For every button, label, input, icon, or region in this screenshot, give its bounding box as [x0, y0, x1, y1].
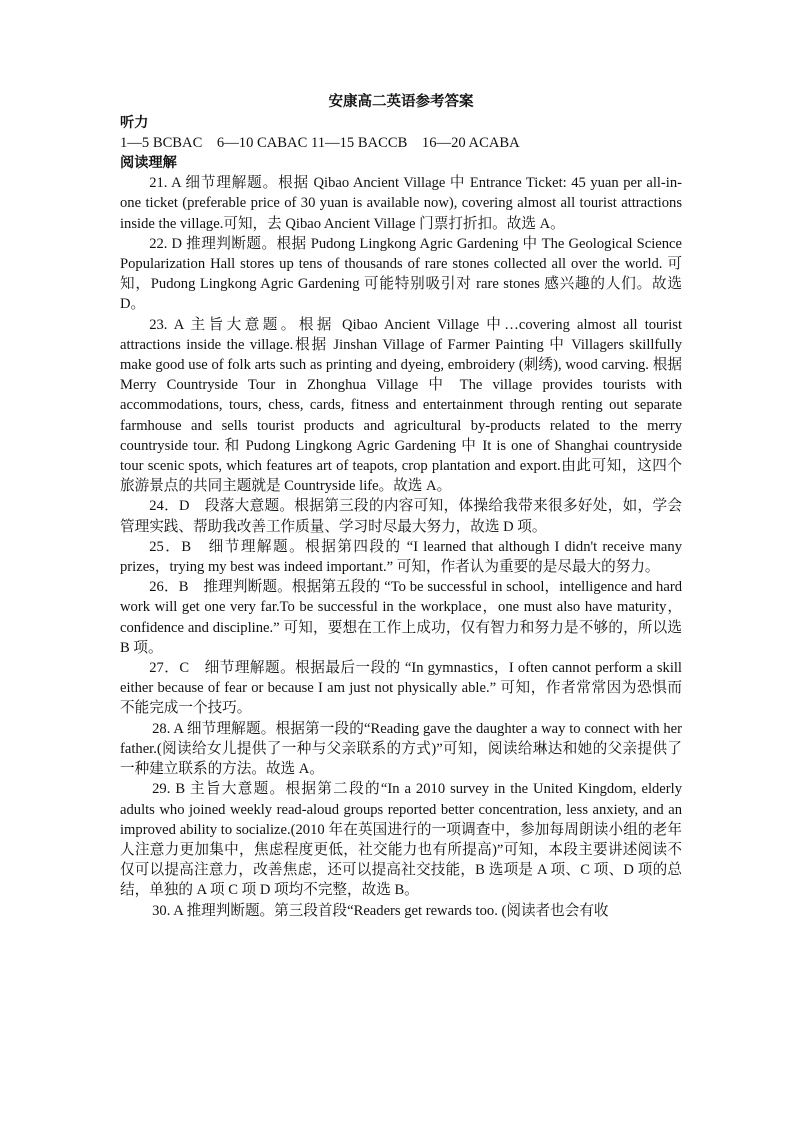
page-title: 安康高二英语参考答案 — [328, 94, 474, 110]
answer-paragraph-22: 22. D 推理判断题。根据 Pudong Lingkong Agric Gardening 中 The Geological Science Popularization Hall stores up tens of thousands of rare stones collected all over the world. 可知，Pudong Lingkong Agric Gardening 可能特别吸引对 rare stones 感兴趣的人们。故选 D。 — [120, 235, 682, 313]
answer-paragraph-23: 23. A 主旨大意题。根据 Qibao Ancient Village 中…covering almost all tourist attractions inside the village.根据 Jinshan Village of Farmer Painting 中 Villagers skillfully make good use of folk arts such as printing and dyeing, embroidery (刺绣), wood carving. 根据 Merry Countryside Tour in Zhonghua Village 中 The village provides tourists with accommodations, tours, chess, cards, fitness and entertainment through renting out separate farmhouse and sells tourist products and agricultural by-products related to the merry countryside tour. 和 Pudong Lingkong Agric Gardening 中 It is one of Shanghai countryside tour scenic spots, which features art of teapots, crop plantation and export.由此可知，这四个旅游景点的共同主题就是 Countryside life。故选 A。 — [120, 316, 682, 495]
answer-paragraph-28: 28. A 细节理解题。根据第一段的“Reading gave the daughter a way to connect with her father.(阅读给女儿提供了一种与父亲联系的方式)”可知，阅读给琳达和她的父亲提供了一种建立联系的方法。故选 A。 — [120, 720, 682, 778]
answer-paragraph-25: 25．B 细节理解题。根据第四段的 “I learned that although I didn't receive many prizes，trying my best was indeed important.” 可知，作者认为重要的是尽最大的努力。 — [120, 538, 682, 576]
answer-paragraph-30: 30. A 推理判断题。第三段首段“Readers get rewards too. (阅读者也会有收 — [152, 902, 609, 919]
answer-paragraph-24: 24．D 段落大意题。根据第三段的内容可知，体操给我带来很多好处，如，学会管理实践、帮助我改善工作质量、学习时尽最大努力，故选 D 项。 — [120, 498, 682, 535]
answer-paragraph-26: 26．B 推理判断题。根据第五段的 “To be successful in school，intelligence and hard work will get one very far.To be successful in the workplace，one must also have maturity，confidence and discipline.” 可知，要想在工作上成功，仅有智力和努力是不够的，所以选 B 项。 — [120, 579, 682, 656]
answer-paragraph-21: 21. A 细节理解题。根据 Qibao Ancient Village 中 Entrance Ticket: 45 yuan per all-in-one ticket (preferable price of 30 yuan is available now), covering almost all tourist attractions inside the village.可知，去 Qibao Ancient Village 门票打折扣。故选 A。 — [120, 175, 682, 232]
reading-heading: 阅读理解 — [120, 155, 177, 172]
answer-paragraph-29: 29. B 主旨大意题。根据第二段的“In a 2010 survey in the United Kingdom, elderly adults who joined weekly read-aloud groups reported better concentration, less anxiety, and an improved ability to socialize.(2010 年在英国进行的一项调查中，参加每周朗读小组的老年人注意力更加集中，焦虑程度更低，社交能力也有所提高)”可知，本段主要讲述阅读不仅可以提高注意力，改善焦虑，还可以提高社交技能，B 选项是 A 项、C 项、D 项的总结，单独的 A 项 C 项 D 项均不完整，故选 B。 — [120, 781, 682, 899]
answer-paragraph-27: 27．C 细节理解题。根据最后一段的 “In gymnastics，I often cannot perform a skill either because of fear or because I am just not physically able.” 可知，作者常常因为恐惧而不能完成一个技巧。 — [120, 660, 682, 717]
listening-answers: 1—5 BCBAC 6—10 CABAC 11—15 BACCB 16—20 ACABA — [120, 135, 520, 151]
listening-heading: 听力 — [120, 115, 149, 131]
